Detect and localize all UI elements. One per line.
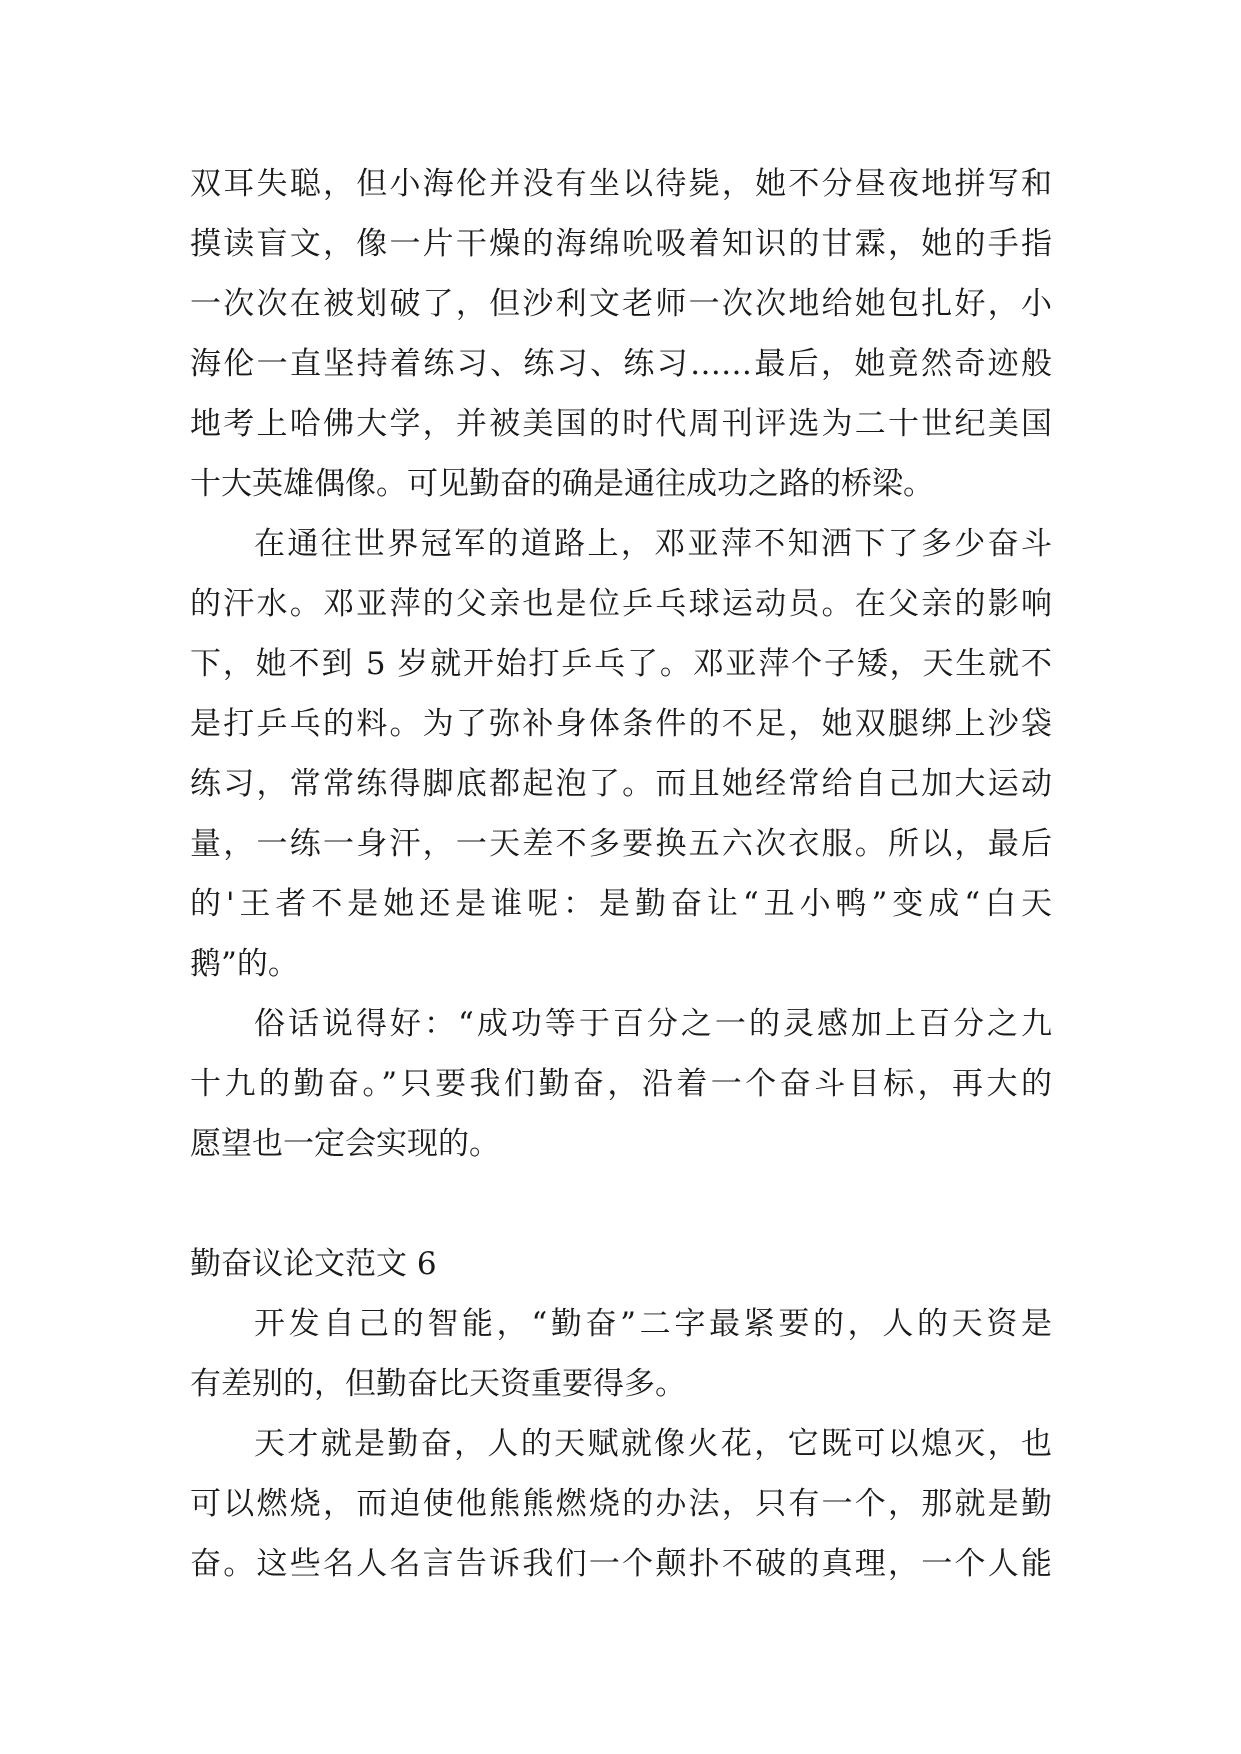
text-line: 开发自己的智能，“勤奋”二字最紧要的，人的天资是 (254, 1306, 1052, 1342)
text-line: 摸读盲文，像一片干燥的海绵吮吸着知识的甘霖，她的手指 (190, 226, 1052, 262)
text-line: 可以燃烧，而迫使他熊熊燃烧的办法，只有一个，那就是勤 (190, 1486, 1052, 1522)
text-line: 有差别的，但勤奋比天资重要得多。 (190, 1366, 686, 1402)
text-line: 愿望也一定会实现的。 (190, 1126, 500, 1162)
text-line: 奋。这些名人名言告诉我们一个颠扑不破的真理，一个人能 (190, 1546, 1052, 1582)
text-line: 练习，常常练得脚底都起泡了。而且她经常给自己加大运动 (190, 766, 1052, 802)
text-line: 是打乒乓的料。为了弥补身体条件的不足，她双腿绑上沙袋 (190, 706, 1052, 742)
text-line: 一次次在被划破了，但沙利文老师一次次地给她包扎好，小 (190, 286, 1052, 322)
text-line: 在通往世界冠军的道路上，邓亚萍不知洒下了多少奋斗 (254, 526, 1052, 562)
text-line: 量，一练一身汗，一天差不多要换五六次衣服。所以，最后 (190, 826, 1052, 862)
text-line: 地考上哈佛大学，并被美国的时代周刊评选为二十世纪美国 (190, 406, 1052, 442)
text-line: 的汗水。邓亚萍的父亲也是位乒乓球运动员。在父亲的影响 (190, 586, 1052, 622)
paragraph-2 (190, 514, 1052, 994)
document-body (190, 154, 1052, 1594)
text-line: 海伦一直坚持着练习、练习、练习……最后，她竟然奇迹般 (190, 346, 1052, 382)
text-line: 天才就是勤奋，人的天赋就像火花，它既可以熄灭，也 (254, 1426, 1052, 1462)
text-line: 鹅”的。 (190, 946, 299, 982)
section-heading: 勤奋议论文范文 6 (190, 1246, 437, 1282)
paragraph-5 (190, 1414, 1052, 1594)
text-line: 下，她不到 5 岁就开始打乒乓了。邓亚萍个子矮，天生就不 (190, 646, 1052, 682)
text-line: 俗话说得好：“成功等于百分之一的灵感加上百分之九 (254, 1006, 1052, 1042)
text-line: 十大英雄偶像。可见勤奋的确是通往成功之路的桥梁。 (190, 466, 934, 502)
paragraph-3 (190, 994, 1052, 1174)
spacer (190, 1174, 1052, 1234)
text-line: 的'王者不是她还是谁呢：是勤奋让“丑小鸭”变成“白天 (190, 886, 1052, 922)
text-line: 双耳失聪，但小海伦并没有坐以待毙，她不分昼夜地拼写和 (190, 166, 1052, 202)
paragraph-1 (190, 154, 1052, 514)
paragraph-4 (190, 1294, 1052, 1414)
text-line: 十九的勤奋。”只要我们勤奋，沿着一个奋斗目标，再大的 (190, 1066, 1052, 1102)
